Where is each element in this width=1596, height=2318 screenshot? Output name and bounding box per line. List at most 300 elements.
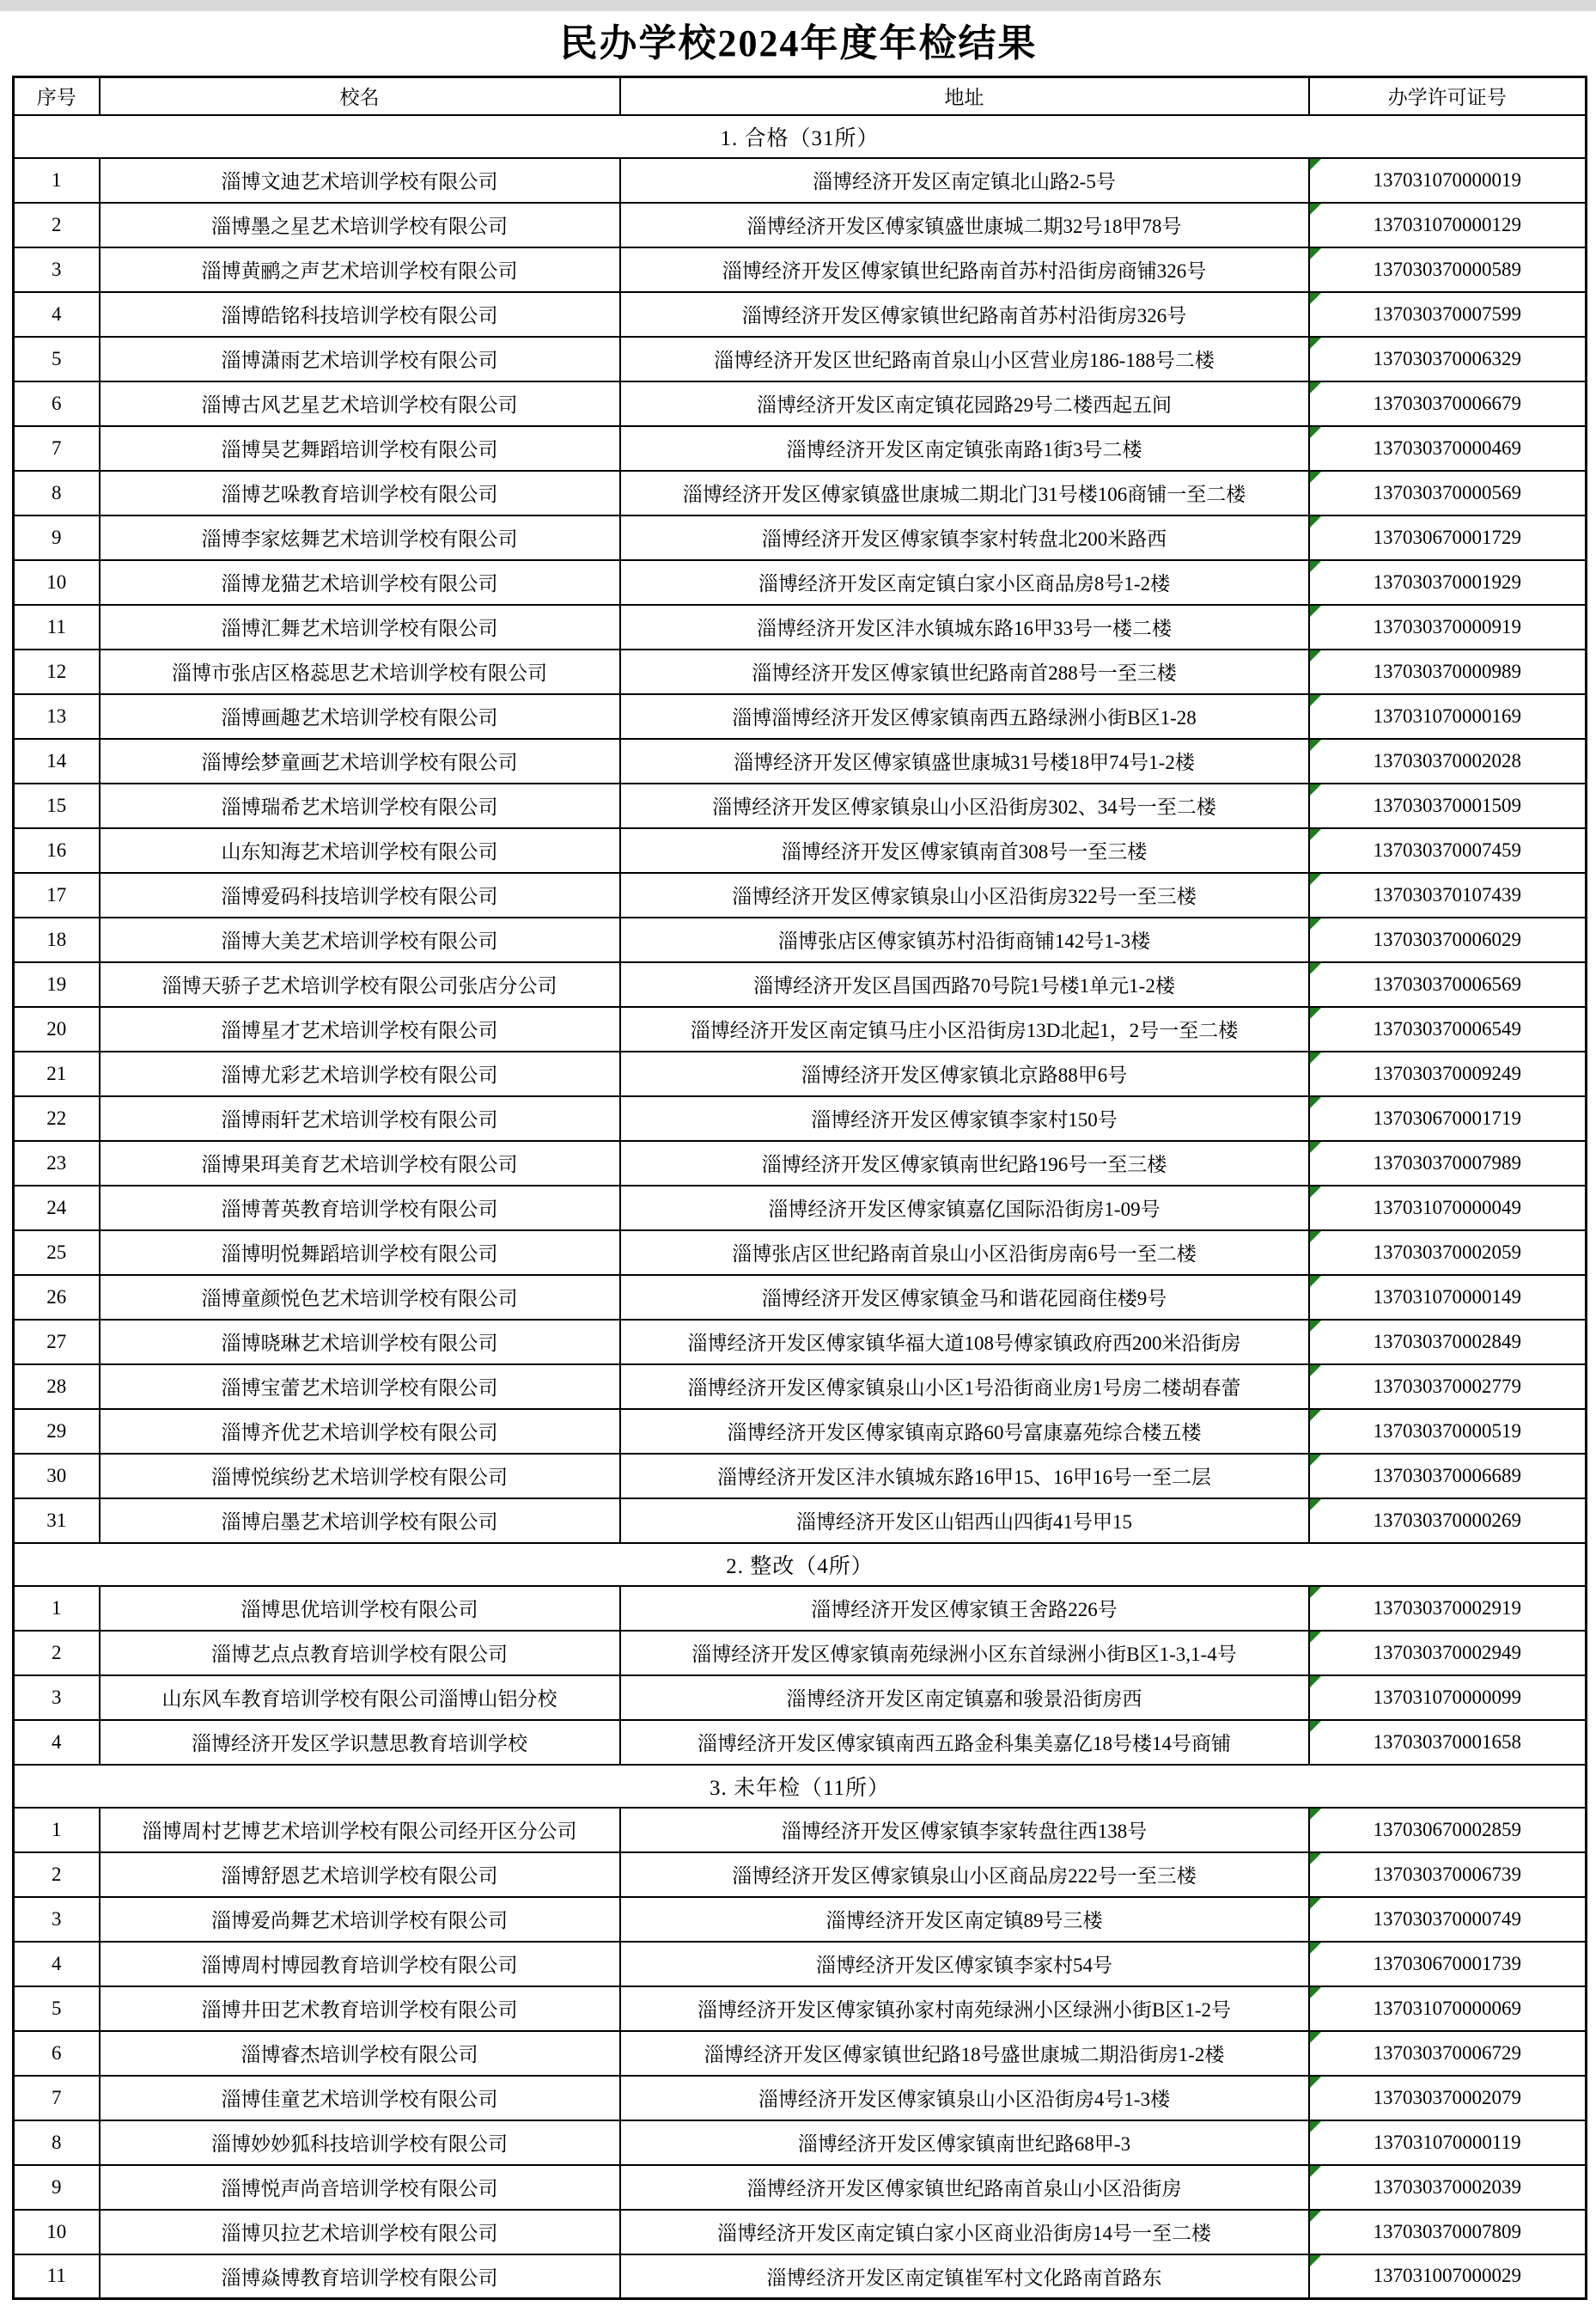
row-number-cell: 7 <box>14 2076 100 2120</box>
school-name-cell: 淄博尤彩艺术培训学校有限公司 <box>100 1052 620 1096</box>
license-cell <box>1309 739 1587 784</box>
table-row <box>14 1808 1587 1852</box>
table-row <box>14 1631 1587 1675</box>
school-name-cell: 淄博瑞希艺术培训学校有限公司 <box>100 784 620 828</box>
license-number: 137030370000919 <box>1373 615 1521 637</box>
address-cell: 淄博经济开发区傅家镇南世纪路196号一至三楼 <box>620 1141 1309 1186</box>
table-row <box>14 158 1587 203</box>
row-number-cell: 17 <box>14 873 100 918</box>
license-cell <box>1309 158 1587 203</box>
school-name-cell: 淄博悦缤纷艺术培训学校有限公司 <box>100 1454 620 1498</box>
school-name-cell: 山东知海艺术培训学校有限公司 <box>100 828 620 873</box>
row-number-cell: 4 <box>14 292 100 337</box>
cell-error-indicator-icon <box>1310 650 1321 662</box>
table-row <box>14 2254 1587 2299</box>
license-cell <box>1309 1007 1587 1052</box>
school-name-cell: 淄博井田艺术教育培训学校有限公司 <box>100 1986 620 2031</box>
address-cell: 淄博经济开发区南定镇马庄小区沿街房13D北起1，2号一至二楼 <box>620 1007 1309 1052</box>
license-cell <box>1309 560 1587 605</box>
cell-error-indicator-icon <box>1310 2032 1321 2043</box>
section-header: 3. 未年检（11所） <box>14 1765 1587 1808</box>
cell-error-indicator-icon <box>1310 427 1321 438</box>
address-cell: 淄博经济开发区傅家镇李家村转盘北200米路西 <box>620 515 1309 560</box>
cell-error-indicator-icon <box>1310 1632 1321 1643</box>
address-cell: 淄博经济开发区傅家镇泉山小区商品房222号一至三楼 <box>620 1852 1309 1897</box>
row-number-cell: 8 <box>14 2120 100 2165</box>
address-cell: 淄博经济开发区傅家镇嘉亿国际沿街房1-09号 <box>620 1186 1309 1230</box>
address-cell: 淄博淄博经济开发区傅家镇南西五路绿洲小街B区1-28 <box>620 694 1309 739</box>
license-cell <box>1309 2210 1587 2254</box>
row-number-cell: 3 <box>14 1897 100 1942</box>
table-row <box>14 1364 1587 1409</box>
cell-error-indicator-icon <box>1310 740 1321 751</box>
row-number-cell: 9 <box>14 2165 100 2210</box>
address-cell: 淄博经济开发区傅家镇李家村150号 <box>620 1096 1309 1141</box>
row-number-cell: 2 <box>14 203 100 247</box>
table-row <box>14 1320 1587 1364</box>
row-number-cell: 3 <box>14 247 100 292</box>
row-number-cell: 21 <box>14 1052 100 1096</box>
table-row <box>14 1141 1587 1186</box>
license-cell <box>1309 1852 1587 1897</box>
row-number-cell: 31 <box>14 1498 100 1543</box>
address-cell: 淄博经济开发区南定镇北山路2-5号 <box>620 158 1309 203</box>
table-row <box>14 426 1587 471</box>
row-number-cell: 1 <box>14 1808 100 1852</box>
license-cell <box>1309 1897 1587 1942</box>
license-cell <box>1309 1631 1587 1675</box>
address-cell: 淄博经济开发区傅家镇南世纪路68甲-3 <box>620 2120 1309 2165</box>
license-number: 137030370000989 <box>1373 660 1521 682</box>
license-cell <box>1309 1808 1587 1852</box>
row-number-cell: 7 <box>14 426 100 471</box>
row-number-cell: 14 <box>14 739 100 784</box>
address-cell: 淄博经济开发区傅家镇世纪路南首苏村沿街房商铺326号 <box>620 247 1309 292</box>
row-number-cell: 16 <box>14 828 100 873</box>
license-cell <box>1309 1454 1587 1498</box>
cell-error-indicator-icon <box>1310 874 1321 885</box>
school-name-cell: 淄博昊艺舞蹈培训学校有限公司 <box>100 426 620 471</box>
window-top-strip <box>0 0 1596 11</box>
school-name-cell: 山东风车教育培训学校有限公司淄博山铝分校 <box>100 1675 620 1720</box>
cell-error-indicator-icon <box>1310 1676 1321 1687</box>
address-cell: 淄博经济开发区世纪路南首泉山小区营业房186-188号二楼 <box>620 337 1309 381</box>
license-cell <box>1309 2031 1587 2076</box>
cell-error-indicator-icon <box>1310 561 1321 572</box>
cell-error-indicator-icon <box>1310 472 1321 483</box>
row-number-cell: 11 <box>14 2254 100 2299</box>
license-number: 137030370002039 <box>1373 2175 1521 2198</box>
address-cell: 淄博经济开发区傅家镇盛世康城二期北门31号楼106商铺一至二楼 <box>620 471 1309 515</box>
cell-error-indicator-icon <box>1310 338 1321 349</box>
header-row <box>14 77 1587 115</box>
license-cell <box>1309 1364 1587 1409</box>
table-row <box>14 1230 1587 1275</box>
section-row <box>14 1543 1587 1586</box>
table-row <box>14 739 1587 784</box>
license-number: 137030670001739 <box>1373 1952 1521 1974</box>
cell-error-indicator-icon <box>1310 1410 1321 1421</box>
table-row <box>14 337 1587 381</box>
row-number-cell: 28 <box>14 1364 100 1409</box>
cell-error-indicator-icon <box>1310 248 1321 259</box>
table-body <box>14 115 1587 2299</box>
license-cell <box>1309 1141 1587 1186</box>
school-name-cell: 淄博悦声尚音培训学校有限公司 <box>100 2165 620 2210</box>
table-row <box>14 471 1587 515</box>
table-row <box>14 1052 1587 1096</box>
cell-error-indicator-icon <box>1310 1721 1321 1732</box>
cell-error-indicator-icon <box>1310 1321 1321 1332</box>
school-name-cell: 淄博艺点点教育培训学校有限公司 <box>100 1631 620 1675</box>
row-number-cell: 8 <box>14 471 100 515</box>
address-cell: 淄博经济开发区沣水镇城东路16甲33号一楼二楼 <box>620 605 1309 650</box>
cell-error-indicator-icon <box>1310 293 1321 304</box>
section-header: 1. 合格（31所） <box>14 115 1587 158</box>
cell-error-indicator-icon <box>1310 695 1321 706</box>
address-cell: 淄博经济开发区沣水镇城东路16甲15、16甲16号一至二层 <box>620 1454 1309 1498</box>
row-number-cell: 10 <box>14 560 100 605</box>
cell-error-indicator-icon <box>1310 963 1321 974</box>
address-cell: 淄博经济开发区傅家镇金马和谐花园商住楼9号 <box>620 1275 1309 1320</box>
license-number: 137030370007809 <box>1373 2220 1521 2242</box>
header-cell-address: 地址 <box>620 77 1309 115</box>
address-cell: 淄博经济开发区傅家镇南京路60号富康嘉苑综合楼五楼 <box>620 1409 1309 1454</box>
school-name-cell: 淄博晓琳艺术培训学校有限公司 <box>100 1320 620 1364</box>
school-name-cell: 淄博贝拉艺术培训学校有限公司 <box>100 2210 620 2254</box>
license-cell <box>1309 2076 1587 2120</box>
table-row <box>14 515 1587 560</box>
row-number-cell: 2 <box>14 1631 100 1675</box>
cell-error-indicator-icon <box>1310 2166 1321 2177</box>
school-name-cell: 淄博星才艺术培训学校有限公司 <box>100 1007 620 1052</box>
address-cell: 淄博经济开发区傅家镇孙家村南苑绿洲小区绿洲小街B区1-2号 <box>620 1986 1309 2031</box>
table-row <box>14 560 1587 605</box>
school-name-cell: 淄博李家炫舞艺术培训学校有限公司 <box>100 515 620 560</box>
license-cell <box>1309 471 1587 515</box>
table-row <box>14 1498 1587 1543</box>
cell-error-indicator-icon <box>1310 2077 1321 2088</box>
license-number: 137030370002919 <box>1373 1596 1521 1619</box>
row-number-cell: 6 <box>14 2031 100 2076</box>
table-row <box>14 1986 1587 2031</box>
license-cell <box>1309 1275 1587 1320</box>
school-name-cell: 淄博果珥美育艺术培训学校有限公司 <box>100 1141 620 1186</box>
table-row <box>14 1096 1587 1141</box>
header-cell-name: 校名 <box>100 77 620 115</box>
row-number-cell: 2 <box>14 1852 100 1897</box>
address-cell: 淄博经济开发区傅家镇南苑绿洲小区东首绿洲小街B区1-3,1-4号 <box>620 1631 1309 1675</box>
row-number-cell: 3 <box>14 1675 100 1720</box>
table-row <box>14 381 1587 426</box>
cell-error-indicator-icon <box>1310 2121 1321 2132</box>
section-header: 2. 整改（4所） <box>14 1543 1587 1586</box>
license-number: 137030370107439 <box>1373 883 1521 906</box>
cell-error-indicator-icon <box>1310 1097 1321 1108</box>
address-cell: 淄博经济开发区南定镇白家小区商品房8号1-2楼 <box>620 560 1309 605</box>
header-cell-license: 办学许可证号 <box>1309 77 1587 115</box>
cell-error-indicator-icon <box>1310 1455 1321 1466</box>
address-cell: 淄博经济开发区傅家镇南首308号一至三楼 <box>620 828 1309 873</box>
license-number: 137030370000569 <box>1373 481 1521 503</box>
license-number: 137030670002859 <box>1373 1818 1521 1840</box>
school-name-cell: 淄博思优培训学校有限公司 <box>100 1586 620 1631</box>
cell-error-indicator-icon <box>1310 1587 1321 1598</box>
address-cell: 淄博经济开发区南定镇张南路1街3号二楼 <box>620 426 1309 471</box>
address-cell: 淄博经济开发区傅家镇泉山小区1号沿街商业房1号房二楼胡春蕾 <box>620 1364 1309 1409</box>
row-number-cell: 25 <box>14 1230 100 1275</box>
license-number: 137030370006549 <box>1373 1017 1521 1040</box>
row-number-cell: 1 <box>14 158 100 203</box>
table-row <box>14 1186 1587 1230</box>
table-row <box>14 694 1587 739</box>
address-cell: 淄博经济开发区南定镇嘉和骏景沿街房西 <box>620 1675 1309 1720</box>
license-cell <box>1309 1586 1587 1631</box>
license-cell <box>1309 203 1587 247</box>
row-number-cell: 9 <box>14 515 100 560</box>
cell-error-indicator-icon <box>1310 2211 1321 2222</box>
cell-error-indicator-icon <box>1310 159 1321 170</box>
school-name-cell: 淄博爱尚舞艺术培训学校有限公司 <box>100 1897 620 1942</box>
row-number-cell: 15 <box>14 784 100 828</box>
license-number: 137031070000149 <box>1373 1285 1521 1308</box>
section-row <box>14 1765 1587 1808</box>
license-cell <box>1309 828 1587 873</box>
address-cell: 淄博张店区世纪路南首泉山小区沿街房南6号一至二楼 <box>620 1230 1309 1275</box>
table-row <box>14 650 1587 694</box>
license-number: 137030370001929 <box>1373 570 1521 593</box>
license-cell <box>1309 2165 1587 2210</box>
license-cell <box>1309 1942 1587 1986</box>
row-number-cell: 10 <box>14 2210 100 2254</box>
cell-error-indicator-icon <box>1310 1276 1321 1287</box>
license-cell <box>1309 784 1587 828</box>
row-number-cell: 4 <box>14 1942 100 1986</box>
license-number: 137030370002849 <box>1373 1330 1521 1352</box>
school-name-cell: 淄博经济开发区学识慧思教育培训学校 <box>100 1720 620 1765</box>
row-number-cell: 20 <box>14 1007 100 1052</box>
license-number: 137031007000029 <box>1373 2265 1521 2287</box>
license-cell <box>1309 918 1587 962</box>
license-number: 137030370002079 <box>1373 2086 1521 2108</box>
address-cell: 淄博经济开发区傅家镇李家转盘往西138号 <box>620 1808 1309 1852</box>
school-name-cell: 淄博潇雨艺术培训学校有限公司 <box>100 337 620 381</box>
school-name-cell: 淄博焱博教育培训学校有限公司 <box>100 2254 620 2299</box>
school-name-cell: 淄博宝蕾艺术培训学校有限公司 <box>100 1364 620 1409</box>
table-row <box>14 1720 1587 1765</box>
row-number-cell: 12 <box>14 650 100 694</box>
row-number-cell: 18 <box>14 918 100 962</box>
cell-error-indicator-icon <box>1310 382 1321 393</box>
license-number: 137031070000099 <box>1373 1686 1521 1708</box>
address-cell: 淄博经济开发区傅家镇世纪路南首288号一至三楼 <box>620 650 1309 694</box>
school-name-cell: 淄博菁英教育培训学校有限公司 <box>100 1186 620 1230</box>
license-cell <box>1309 650 1587 694</box>
school-name-cell: 淄博绘梦童画艺术培训学校有限公司 <box>100 739 620 784</box>
row-number-cell: 13 <box>14 694 100 739</box>
license-number: 137031070000169 <box>1373 705 1521 727</box>
license-number: 137030370006569 <box>1373 973 1521 995</box>
cell-error-indicator-icon <box>1310 606 1321 617</box>
table-row <box>14 962 1587 1007</box>
address-cell: 淄博经济开发区傅家镇王舍路226号 <box>620 1586 1309 1631</box>
license-number: 137030370001658 <box>1373 1730 1521 1753</box>
school-name-cell: 淄博龙猫艺术培训学校有限公司 <box>100 560 620 605</box>
license-cell <box>1309 605 1587 650</box>
cell-error-indicator-icon <box>1310 1898 1321 1909</box>
license-number: 137030370002779 <box>1373 1375 1521 1397</box>
table-row <box>14 1586 1587 1631</box>
row-number-cell: 5 <box>14 337 100 381</box>
table-row <box>14 2165 1587 2210</box>
row-number-cell: 24 <box>14 1186 100 1230</box>
school-name-cell: 淄博市张店区格蕊思艺术培训学校有限公司 <box>100 650 620 694</box>
table-row <box>14 292 1587 337</box>
address-cell: 淄博经济开发区傅家镇世纪路南首苏村沿街房326号 <box>620 292 1309 337</box>
address-cell: 淄博经济开发区傅家镇北京路88甲6号 <box>620 1052 1309 1096</box>
table-row <box>14 203 1587 247</box>
license-cell <box>1309 2120 1587 2165</box>
license-number: 137030370009249 <box>1373 1062 1521 1084</box>
address-cell: 淄博经济开发区傅家镇盛世康城二期32号18甲78号 <box>620 203 1309 247</box>
cell-error-indicator-icon <box>1310 1186 1321 1198</box>
license-number: 137031070000119 <box>1373 2131 1521 2153</box>
address-cell: 淄博经济开发区傅家镇盛世康城31号楼18甲74号1-2楼 <box>620 739 1309 784</box>
cell-error-indicator-icon <box>1310 1365 1321 1376</box>
license-cell <box>1309 1186 1587 1230</box>
school-name-cell: 淄博舒恩艺术培训学校有限公司 <box>100 1852 620 1897</box>
license-number: 137030670001729 <box>1373 526 1521 548</box>
row-number-cell: 23 <box>14 1141 100 1186</box>
license-number: 137031070000129 <box>1373 213 1521 235</box>
table-row <box>14 1454 1587 1498</box>
cell-error-indicator-icon <box>1310 1987 1321 1998</box>
school-name-cell: 淄博文迪艺术培训学校有限公司 <box>100 158 620 203</box>
header-cell-no: 序号 <box>14 77 100 115</box>
page-title: 民办学校2024年度年检结果 <box>559 22 1038 64</box>
address-cell: 淄博经济开发区傅家镇李家村54号 <box>620 1942 1309 1986</box>
cell-error-indicator-icon <box>1310 1499 1321 1510</box>
row-number-cell: 22 <box>14 1096 100 1141</box>
cell-error-indicator-icon <box>1310 784 1321 796</box>
school-name-cell: 淄博睿杰培训学校有限公司 <box>100 2031 620 2076</box>
table-row <box>14 605 1587 650</box>
school-name-cell: 淄博天骄子艺术培训学校有限公司张店分公司 <box>100 962 620 1007</box>
license-cell <box>1309 1230 1587 1275</box>
license-number: 137030370002949 <box>1373 1641 1521 1663</box>
license-cell <box>1309 1498 1587 1543</box>
table-row <box>14 1852 1587 1897</box>
table-row <box>14 2031 1587 2076</box>
school-name-cell: 淄博画趣艺术培训学校有限公司 <box>100 694 620 739</box>
school-name-cell: 淄博明悦舞蹈培训学校有限公司 <box>100 1230 620 1275</box>
table-row <box>14 784 1587 828</box>
row-number-cell: 19 <box>14 962 100 1007</box>
license-number: 137030370000519 <box>1373 1419 1521 1442</box>
row-number-cell: 11 <box>14 605 100 650</box>
address-cell: 淄博经济开发区傅家镇泉山小区沿街房302、34号一至二楼 <box>620 784 1309 828</box>
license-number: 137030370002059 <box>1373 1241 1521 1263</box>
table-row <box>14 1409 1587 1454</box>
license-cell <box>1309 337 1587 381</box>
table-row <box>14 873 1587 918</box>
license-cell <box>1309 1052 1587 1096</box>
row-number-cell: 27 <box>14 1320 100 1364</box>
row-number-cell: 29 <box>14 1409 100 1454</box>
license-cell <box>1309 381 1587 426</box>
license-cell <box>1309 962 1587 1007</box>
school-name-cell: 淄博雨轩艺术培训学校有限公司 <box>100 1096 620 1141</box>
license-number: 137030370002028 <box>1373 749 1521 772</box>
school-name-cell: 淄博墨之星艺术培训学校有限公司 <box>100 203 620 247</box>
address-cell: 淄博经济开发区昌国西路70号院1号楼1单元1-2楼 <box>620 962 1309 1007</box>
license-cell <box>1309 515 1587 560</box>
address-cell: 淄博经济开发区傅家镇华福大道108号傅家镇政府西200米沿街房 <box>620 1320 1309 1364</box>
school-name-cell: 淄博妙妙狐科技培训学校有限公司 <box>100 2120 620 2165</box>
license-number: 137030370000269 <box>1373 1509 1521 1531</box>
table-row <box>14 918 1587 962</box>
license-number: 137031070000019 <box>1373 168 1521 191</box>
license-cell <box>1309 873 1587 918</box>
address-cell: 淄博经济开发区南定镇崔军村文化路南首路东 <box>620 2254 1309 2299</box>
cell-error-indicator-icon <box>1310 1008 1321 1019</box>
row-number-cell: 6 <box>14 381 100 426</box>
address-cell: 淄博经济开发区南定镇白家小区商业沿街房14号一至二楼 <box>620 2210 1309 2254</box>
license-cell <box>1309 1675 1587 1720</box>
row-number-cell: 4 <box>14 1720 100 1765</box>
school-name-cell: 淄博周村博园教育培训学校有限公司 <box>100 1942 620 1986</box>
school-name-cell: 淄博佳童艺术培训学校有限公司 <box>100 2076 620 2120</box>
cell-error-indicator-icon <box>1310 1943 1321 1954</box>
school-name-cell: 淄博大美艺术培训学校有限公司 <box>100 918 620 962</box>
table-row <box>14 1942 1587 1986</box>
address-cell: 淄博经济开发区傅家镇泉山小区沿街房4号1-3楼 <box>620 2076 1309 2120</box>
license-cell <box>1309 1320 1587 1364</box>
cell-error-indicator-icon <box>1310 1853 1321 1864</box>
address-cell: 淄博经济开发区傅家镇世纪路南首泉山小区沿街房 <box>620 2165 1309 2210</box>
school-name-cell: 淄博启墨艺术培训学校有限公司 <box>100 1498 620 1543</box>
license-cell <box>1309 694 1587 739</box>
license-number: 137030370006739 <box>1373 1863 1521 1885</box>
table-row <box>14 2210 1587 2254</box>
license-cell <box>1309 1409 1587 1454</box>
school-name-cell: 淄博古风艺星艺术培训学校有限公司 <box>100 381 620 426</box>
license-number: 137030370007989 <box>1373 1151 1521 1174</box>
table-header <box>14 77 1587 115</box>
address-cell: 淄博经济开发区傅家镇南西五路金科集美嘉亿18号楼14号商铺 <box>620 1720 1309 1765</box>
cell-error-indicator-icon <box>1310 516 1321 528</box>
school-name-cell: 淄博艺哚教育培训学校有限公司 <box>100 471 620 515</box>
cell-error-indicator-icon <box>1310 1142 1321 1153</box>
table-row <box>14 2120 1587 2165</box>
table-row <box>14 1275 1587 1320</box>
table-row <box>14 2076 1587 2120</box>
license-number: 137031070000049 <box>1373 1196 1521 1218</box>
school-name-cell: 淄博汇舞艺术培训学校有限公司 <box>100 605 620 650</box>
school-name-cell: 淄博童颜悦色艺术培训学校有限公司 <box>100 1275 620 1320</box>
license-number: 137030370006679 <box>1373 392 1521 414</box>
address-cell: 淄博经济开发区傅家镇世纪路18号盛世康城二期沿街房1-2楼 <box>620 2031 1309 2076</box>
school-name-cell: 淄博齐优艺术培训学校有限公司 <box>100 1409 620 1454</box>
row-number-cell: 30 <box>14 1454 100 1498</box>
cell-error-indicator-icon <box>1310 1231 1321 1242</box>
cell-error-indicator-icon <box>1310 1052 1321 1064</box>
table-row <box>14 247 1587 292</box>
license-cell <box>1309 2254 1587 2299</box>
license-number: 137030370006329 <box>1373 347 1521 369</box>
address-cell: 淄博经济开发区傅家镇泉山小区沿街房322号一至三楼 <box>620 873 1309 918</box>
license-number: 137030370007599 <box>1373 302 1521 325</box>
